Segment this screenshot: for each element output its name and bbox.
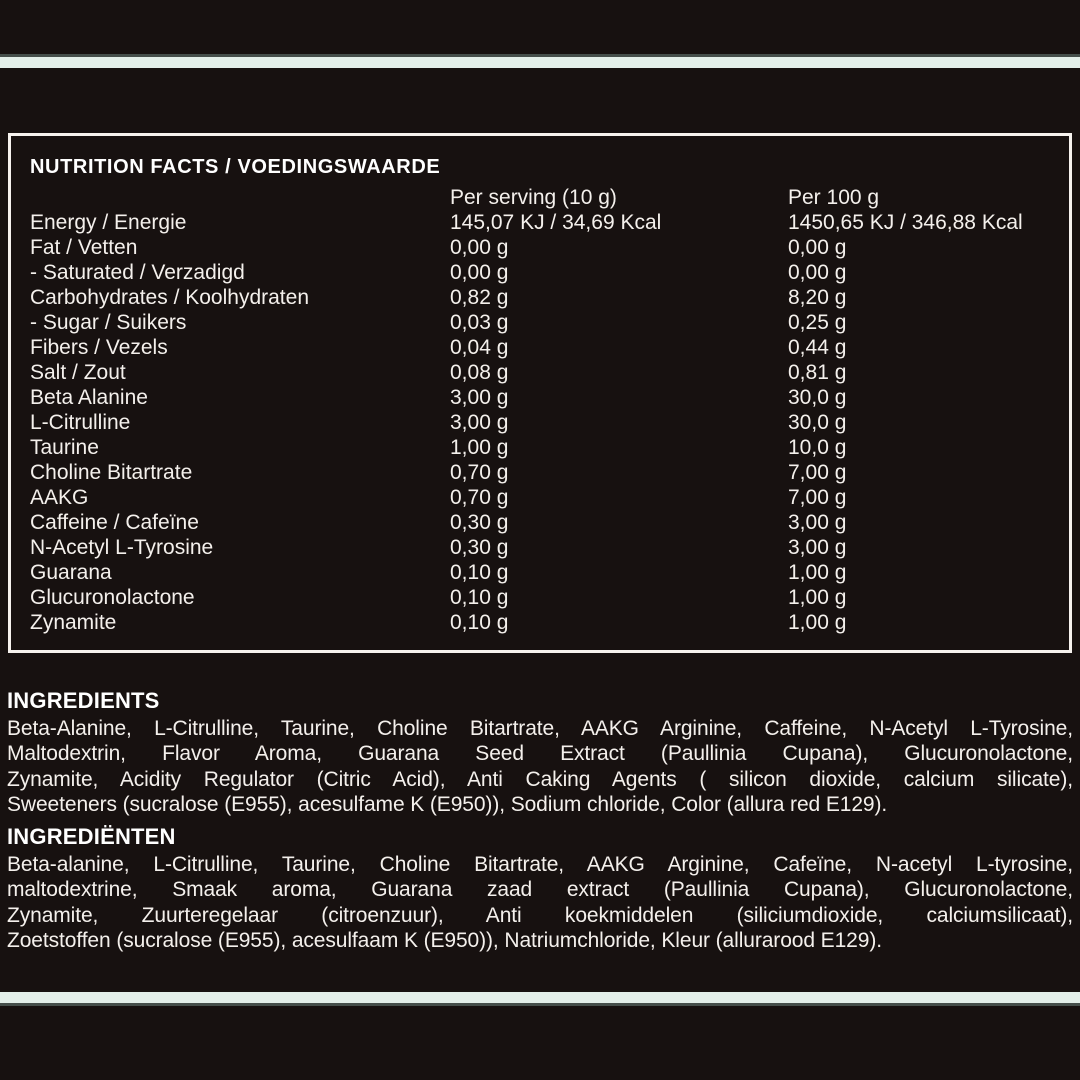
nutrient-per-100g-value: 1,00 g bbox=[788, 611, 847, 634]
ingredients-paragraph-en bbox=[7, 716, 1073, 817]
nutrient-per-serving-value: 0,82 g bbox=[450, 286, 509, 309]
nutrition-table-row bbox=[11, 385, 1069, 410]
nutrition-facts-panel bbox=[8, 133, 1072, 653]
nutrition-table-row bbox=[11, 510, 1069, 535]
nutrient-per-serving-value: 0,70 g bbox=[450, 461, 509, 484]
nutrient-per-100g-value: 1450,65 KJ / 346,88 Kcal bbox=[788, 211, 1023, 234]
nutrient-per-100g-value: 7,00 g bbox=[788, 461, 847, 484]
nutrient-label: L-Citrulline bbox=[30, 411, 131, 434]
ingredients-nl-line: Zynamite, Zuurteregelaar (citroenzuur), Anti koekmiddelen (siliciumdioxide, calciumsilicaat), bbox=[7, 903, 1073, 927]
nutrient-per-100g-value: 7,00 g bbox=[788, 486, 847, 509]
col-header-per-serving: Per serving (10 g) bbox=[450, 186, 617, 209]
nutrient-per-serving-value: 0,00 g bbox=[450, 261, 509, 284]
nutrition-table-row bbox=[11, 285, 1069, 310]
nutrient-per-serving-value: 3,00 g bbox=[450, 386, 509, 409]
nutrition-table-row bbox=[11, 260, 1069, 285]
ingredients-en-line: Beta-Alanine, L-Citrulline, Taurine, Choline Bitartrate, AAKG Arginine, Caffeine, N-Acetyl L-Tyrosine, bbox=[7, 717, 1073, 740]
nutrient-per-100g-value: 10,0 g bbox=[788, 436, 847, 459]
nutrition-table-row bbox=[11, 335, 1069, 360]
nutrition-panel-title: NUTRITION FACTS / VOEDINGSWAARDE bbox=[30, 156, 441, 178]
nutrient-per-100g-value: 1,00 g bbox=[788, 586, 847, 609]
nutrition-table-rows bbox=[11, 210, 1069, 635]
nutrient-per-100g-value: 0,81 g bbox=[788, 361, 847, 384]
nutrient-per-100g-value: 30,0 g bbox=[788, 386, 847, 409]
nutrient-label: Fibers / Vezels bbox=[30, 336, 168, 359]
nutrient-per-100g-value: 3,00 g bbox=[788, 536, 847, 559]
nutrition-table-row bbox=[11, 410, 1069, 435]
nutrient-per-serving-value: 3,00 g bbox=[450, 411, 509, 434]
nutrition-table-row bbox=[11, 460, 1069, 485]
nutrition-table-row bbox=[11, 485, 1069, 510]
nutrient-label: Caffeine / Cafeïne bbox=[30, 511, 199, 534]
ingredients-nl-line: Zoetstoffen (sucralose (E955), acesulfaam K (E950)), Natriumchloride, Kleur (allurarood E129). bbox=[7, 928, 882, 952]
nutrient-per-serving-value: 0,03 g bbox=[450, 311, 509, 334]
ingredients-heading-nl: INGREDIËNTEN bbox=[7, 824, 176, 849]
nutrient-label: Energy / Energie bbox=[30, 211, 187, 234]
nutrient-label: Zynamite bbox=[30, 611, 117, 634]
ingredients-paragraph-nl bbox=[7, 852, 1073, 953]
col-header-per-100g: Per 100 g bbox=[788, 186, 880, 209]
top-accent-stripe bbox=[0, 54, 1080, 68]
nutrient-per-100g-value: 0,00 g bbox=[788, 236, 847, 259]
empty-header-cell bbox=[30, 185, 450, 210]
ingredients-heading-en: INGREDIENTS bbox=[7, 688, 160, 713]
nutrient-per-serving-value: 0,10 g bbox=[450, 586, 509, 609]
nutrient-per-serving-value: 0,04 g bbox=[450, 336, 509, 359]
nutrient-per-100g-value: 0,44 g bbox=[788, 336, 847, 359]
nutrition-table-row bbox=[11, 310, 1069, 335]
nutrition-table-row bbox=[11, 585, 1069, 610]
nutrient-label: Taurine bbox=[30, 436, 99, 459]
nutrient-label: - Sugar / Suikers bbox=[30, 311, 187, 334]
nutrition-table-row bbox=[11, 435, 1069, 460]
nutrient-label: Choline Bitartrate bbox=[30, 461, 193, 484]
ingredients-en-line: Maltodextrin, Flavor Aroma, Guarana Seed Extract (Paullinia Cupana), Glucuronolactone, bbox=[7, 742, 1073, 766]
nutrient-per-serving-value: 0,30 g bbox=[450, 536, 509, 559]
bottom-accent-stripe bbox=[0, 992, 1080, 1006]
nutrient-per-100g-value: 30,0 g bbox=[788, 411, 847, 434]
nutrition-table-header bbox=[11, 185, 1069, 210]
nutrient-label: Glucuronolactone bbox=[30, 586, 195, 609]
nutrient-label: Carbohydrates / Koolhydraten bbox=[30, 286, 309, 309]
ingredients-en-line: Zynamite, Acidity Regulator (Citric Acid), Anti Caking Agents ( silicon dioxide, calcium silicate), bbox=[7, 767, 1073, 791]
nutrient-per-serving-value: 1,00 g bbox=[450, 436, 509, 459]
nutrient-label: - Saturated / Verzadigd bbox=[30, 261, 245, 284]
nutrient-per-serving-value: 0,08 g bbox=[450, 361, 509, 384]
nutrition-table-row bbox=[11, 535, 1069, 560]
nutrient-label: N-Acetyl L-Tyrosine bbox=[30, 536, 214, 559]
ingredients-en-line: Sweeteners (sucralose (E955), acesulfame K (E950)), Sodium chloride, Color (allura red E129). bbox=[7, 792, 888, 816]
nutrient-per-serving-value: 0,10 g bbox=[450, 561, 509, 584]
nutrient-label: Fat / Vetten bbox=[30, 236, 138, 259]
nutrition-table-row bbox=[11, 610, 1069, 635]
ingredients-section-nl bbox=[7, 824, 1073, 953]
nutrient-per-serving-value: 0,00 g bbox=[450, 236, 509, 259]
nutrition-table-row bbox=[11, 210, 1069, 235]
nutrient-label: Beta Alanine bbox=[30, 386, 148, 409]
nutrient-label: Salt / Zout bbox=[30, 361, 126, 384]
nutrition-table-row bbox=[11, 360, 1069, 385]
nutrient-per-100g-value: 3,00 g bbox=[788, 511, 847, 534]
ingredients-section-en bbox=[7, 688, 1073, 817]
nutrient-per-serving-value: 0,30 g bbox=[450, 511, 509, 534]
nutrient-per-serving-value: 145,07 KJ / 34,69 Kcal bbox=[450, 211, 662, 234]
nutrient-per-100g-value: 8,20 g bbox=[788, 286, 847, 309]
nutrient-label: Guarana bbox=[30, 561, 112, 584]
nutrient-per-serving-value: 0,70 g bbox=[450, 486, 509, 509]
nutrient-label: AAKG bbox=[30, 486, 89, 509]
ingredients-nl-line: maltodextrine, Smaak aroma, Guarana zaad extract (Paullinia Cupana), Glucuronolactone, bbox=[7, 878, 1073, 902]
nutrient-per-100g-value: 0,00 g bbox=[788, 261, 847, 284]
nutrient-per-serving-value: 0,10 g bbox=[450, 611, 509, 634]
ingredients-nl-line: Beta-alanine, L-Citrulline, Taurine, Choline Bitartrate, AAKG Arginine, Cafeïne, N-acetyl L-tyrosine, bbox=[7, 853, 1073, 876]
nutrition-table-row bbox=[11, 560, 1069, 585]
nutrient-per-100g-value: 0,25 g bbox=[788, 311, 847, 334]
nutrition-table-row bbox=[11, 235, 1069, 260]
nutrient-per-100g-value: 1,00 g bbox=[788, 561, 847, 584]
